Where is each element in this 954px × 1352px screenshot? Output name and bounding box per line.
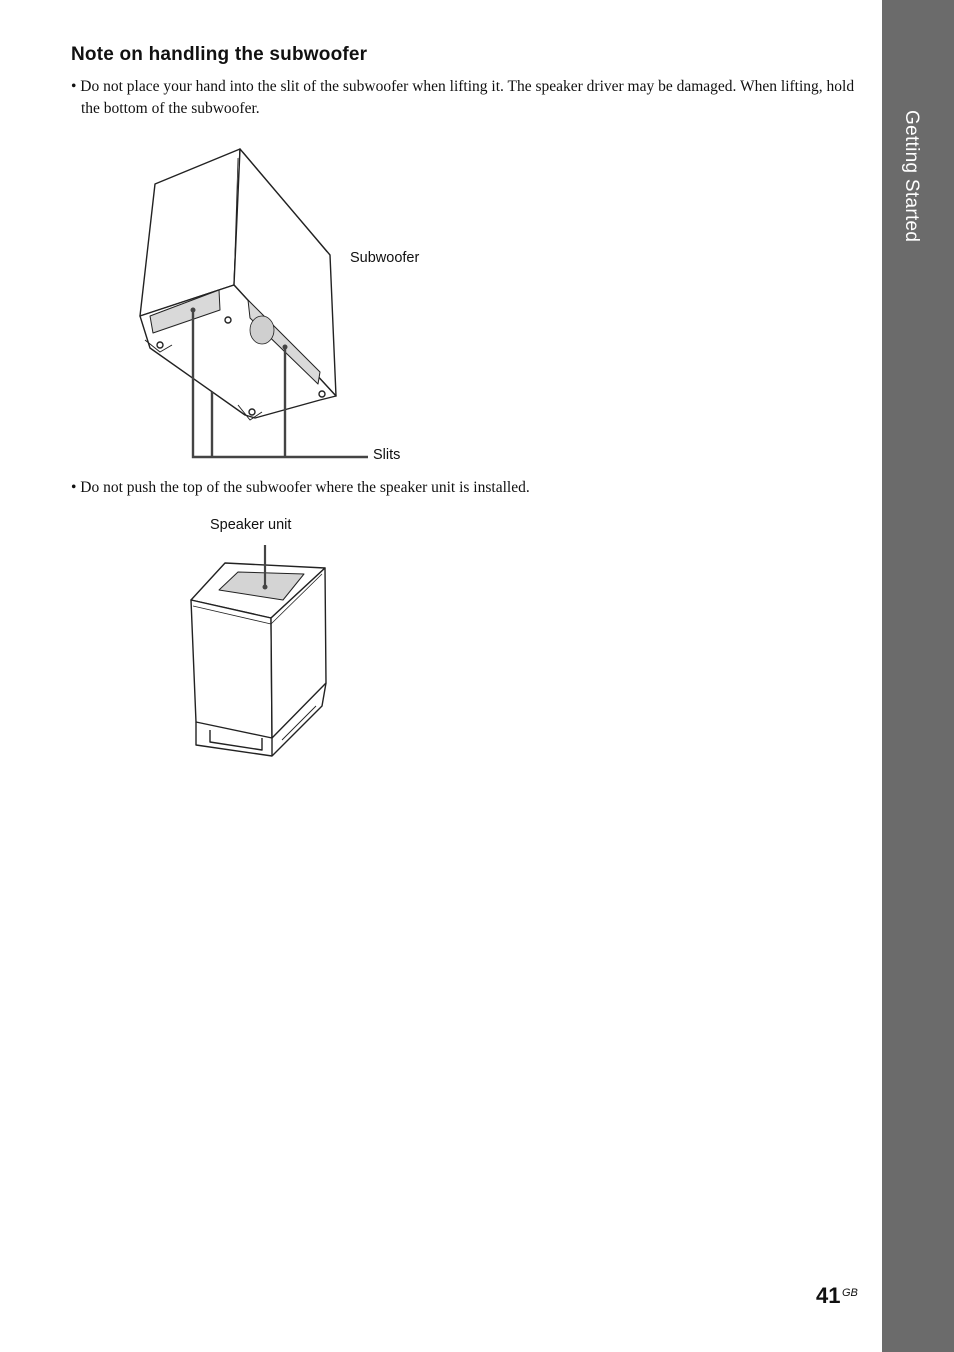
section-heading: Note on handling the subwoofer (71, 44, 368, 65)
subwoofer-upright-illustration (185, 540, 335, 765)
subwoofer-label: Subwoofer (350, 250, 420, 266)
speaker-unit-label: Speaker unit (210, 517, 292, 533)
subwoofer-lifting-illustration (130, 140, 380, 470)
bullet-lifting-note: • Do not place your hand into the slit of the subwoofer when lifting it. The speaker driver may be damaged. When lifting, hold the bottom of the subwoofer. (71, 78, 855, 117)
bullet-speaker-unit-note: • Do not push the top of the subwoofer where the speaker unit is installed. (71, 479, 530, 496)
page-number-suffix: GB (842, 1287, 858, 1299)
page-number: 41 (816, 1283, 841, 1308)
section-side-tab (882, 0, 954, 1352)
section-tab-label: Getting Started (901, 110, 922, 243)
slits-label: Slits (373, 447, 401, 463)
